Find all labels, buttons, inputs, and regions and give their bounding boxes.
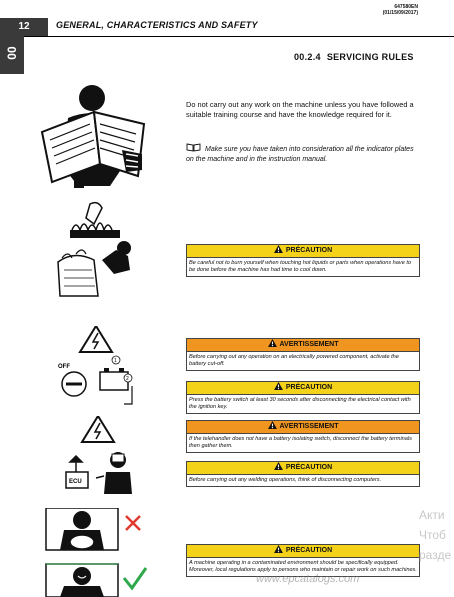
notice-label: AVERTISSEMENT (279, 341, 339, 348)
step-two-label: 2 (126, 376, 129, 382)
page-header (0, 18, 454, 37)
battery-cutoff-illustration (56, 326, 140, 412)
notice-label: PRÉCAUTION (285, 464, 333, 471)
notice-box-hot-parts (186, 244, 420, 277)
hot-liquid-illustration (54, 200, 134, 300)
notice-header (187, 545, 419, 558)
manual-note (186, 143, 422, 165)
notice-header (187, 421, 419, 434)
notice-header (187, 382, 419, 395)
warning-triangle-icon (274, 545, 283, 553)
intro-paragraph: Do not carry out any work on the machine unless you have followed a suitable training course and have the knowledge required for it. (186, 100, 414, 119)
warning-triangle-icon (274, 462, 283, 470)
off-label: OFF (58, 364, 70, 370)
activation-line-3: разде (419, 548, 452, 562)
header-section-title: GENERAL, CHARACTERISTICS AND SAFETY (56, 20, 258, 30)
notice-label: PRÉCAUTION (285, 547, 333, 554)
warning-triangle-icon (268, 421, 277, 429)
notice-box-welding (186, 461, 420, 487)
notice-text: Press the battery switch at least 30 seconds after disconnecting the electrical contact with the ignition key. (189, 397, 411, 410)
notice-box-isolating-switch (186, 420, 420, 453)
notice-label: PRÉCAUTION (285, 247, 333, 254)
activation-overlay (419, 505, 451, 565)
section-heading (294, 52, 414, 62)
warning-triangle-icon (274, 382, 283, 390)
step-one-label: 1 (114, 358, 117, 364)
notice-box-battery-switch (186, 381, 420, 414)
section-number: 00.2.4 (294, 52, 321, 62)
page-number: 12 (0, 18, 48, 36)
chapter-tab (0, 36, 24, 74)
activation-line-1: Акти (419, 508, 445, 522)
doc-code: 647580EN (394, 4, 418, 10)
section-title: SERVICING RULES (326, 52, 414, 62)
open-book-icon (186, 143, 201, 152)
notice-label: AVERTISSEMENT (279, 423, 339, 430)
watermark: www.epcatalogs.com (256, 573, 360, 585)
warning-triangle-icon (268, 339, 277, 347)
chapter-tab-label: 00 (5, 46, 19, 60)
document-reference (383, 4, 418, 16)
reading-manual-illustration (38, 78, 156, 190)
activation-line-2: Чтоб (419, 528, 446, 542)
doc-date: (01/15/09/2017) (382, 10, 418, 16)
notice-text: A machine operating in a contaminated environment should be specifically equipped. Moreover, local regulations apply to persons who maintain or repair work on such machines. (189, 560, 417, 573)
notice-text: Before carrying out any welding operations, think of disconnecting computers. (189, 477, 382, 483)
warning-triangle-icon (274, 245, 283, 253)
welding-ecu-illustration (60, 416, 140, 496)
notice-header (187, 339, 419, 352)
notice-header (187, 462, 419, 475)
notice-text: Be careful not to burn yourself when touching hot liquids or parts when operations have to be done before the machine has had time to cool down. (189, 260, 412, 273)
manual-note-text: Make sure you have taken into consideration all the indicator plates on the machine and in the instruction manual. (186, 146, 414, 163)
notice-box-battery-cutoff (186, 338, 420, 371)
ecu-label: ECU (69, 479, 82, 485)
notice-text: Before carrying out any operation on an electrically powered component, activate the battery cut-off. (189, 354, 399, 367)
notice-header (187, 245, 419, 258)
contaminated-operator-illustration (42, 508, 158, 597)
notice-text: If the telehandler does not have a battery isolating switch, disconnect the battery terminals then gather them. (189, 436, 412, 449)
notice-label: PRÉCAUTION (285, 384, 333, 391)
